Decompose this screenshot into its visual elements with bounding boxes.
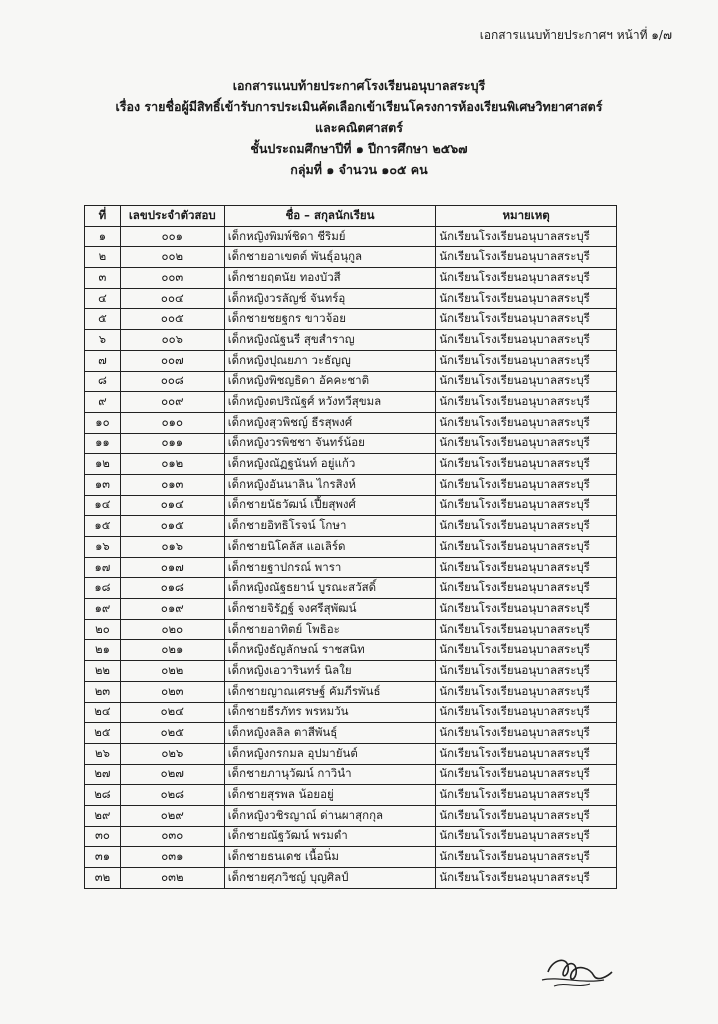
exam-id: ๐๑๑ <box>120 433 224 454</box>
table-row <box>85 309 617 330</box>
table-row <box>85 495 617 516</box>
student-roster-table <box>84 205 617 889</box>
exam-id: ๐๓๒ <box>120 868 224 889</box>
row-number: ๒๒ <box>85 661 121 682</box>
exam-id: ๐๐๗ <box>120 350 224 371</box>
row-number: ๒๓ <box>85 681 121 702</box>
exam-id: ๐๐๒ <box>120 247 224 268</box>
remark: นักเรียนโรงเรียนอนุบาลสระบุรี <box>436 619 617 640</box>
col-header-exam-id: เลขประจำตัวสอบ <box>120 206 224 227</box>
remark: นักเรียนโรงเรียนอนุบาลสระบุรี <box>436 868 617 889</box>
row-number: ๑๖ <box>85 537 121 558</box>
remark: นักเรียนโรงเรียนอนุบาลสระบุรี <box>436 412 617 433</box>
table-row <box>85 433 617 454</box>
exam-id: ๐๒๗ <box>120 764 224 785</box>
table-row <box>85 330 617 351</box>
table-row <box>85 537 617 558</box>
student-name: เด็กหญิงวรพิชชา จันทร์น้อย <box>224 433 435 454</box>
table-header-row <box>85 206 617 227</box>
student-name: เด็กชายภานุวัฒน์ กาวินำ <box>224 764 435 785</box>
header-line-3: และคณิตศาสตร์ <box>315 120 403 135</box>
row-number: ๖ <box>85 330 121 351</box>
table-row <box>85 350 617 371</box>
row-number: ๑๕ <box>85 516 121 537</box>
row-number: ๑๘ <box>85 578 121 599</box>
header-line-4: ชั้นประถมศึกษาปีที่ ๑ ปีการศึกษา ๒๕๖๗ <box>250 141 468 156</box>
exam-id: ๐๐๙ <box>120 392 224 413</box>
remark: นักเรียนโรงเรียนอนุบาลสระบุรี <box>436 805 617 826</box>
exam-id: ๐๒๑ <box>120 640 224 661</box>
row-number: ๙ <box>85 392 121 413</box>
row-number: ๒๑ <box>85 640 121 661</box>
row-number: ๓๒ <box>85 868 121 889</box>
remark: นักเรียนโรงเรียนอนุบาลสระบุรี <box>436 350 617 371</box>
row-number: ๒๕ <box>85 723 121 744</box>
header-line-1: เอกสารแนบท้ายประกาศโรงเรียนอนุบาลสระบุรี <box>232 78 486 93</box>
table-row <box>85 454 617 475</box>
table-row <box>85 226 617 247</box>
exam-id: ๐๐๔ <box>120 288 224 309</box>
student-name: เด็กหญิงกรกมล อุปมายันต์ <box>224 743 435 764</box>
remark: นักเรียนโรงเรียนอนุบาลสระบุรี <box>436 495 617 516</box>
row-number: ๒ <box>85 247 121 268</box>
student-name: เด็กหญิงเอวารินทร์ นิลใย <box>224 661 435 682</box>
exam-id: ๐๐๖ <box>120 330 224 351</box>
table-row <box>85 681 617 702</box>
row-number: ๒๗ <box>85 764 121 785</box>
student-name: เด็กหญิงอันนาลิน ไกรสิงห์ <box>224 474 435 495</box>
remark: นักเรียนโรงเรียนอนุบาลสระบุรี <box>436 702 617 723</box>
row-number: ๑๓ <box>85 474 121 495</box>
student-name: เด็กชายอาเขตต์ พันธุ์อนุกูล <box>224 247 435 268</box>
exam-id: ๐๒๓ <box>120 681 224 702</box>
remark: นักเรียนโรงเรียนอนุบาลสระบุรี <box>436 247 617 268</box>
table-row <box>85 805 617 826</box>
remark: นักเรียนโรงเรียนอนุบาลสระบุรี <box>436 557 617 578</box>
student-name: เด็กหญิงณัฐนรี สุขสำราญ <box>224 330 435 351</box>
exam-id: ๐๐๓ <box>120 268 224 289</box>
student-name: เด็กหญิงณัฐธยาน์ บูรณะสวัสดิ์ <box>224 578 435 599</box>
student-name: เด็กชายฐาปกรณ์ พารา <box>224 557 435 578</box>
signature <box>538 946 618 994</box>
remark: นักเรียนโรงเรียนอนุบาลสระบุรี <box>436 578 617 599</box>
remark: นักเรียนโรงเรียนอนุบาลสระบุรี <box>436 661 617 682</box>
row-number: ๔ <box>85 288 121 309</box>
student-name: เด็กหญิงณัฏฐนันท์ อยู่แก้ว <box>224 454 435 475</box>
exam-id: ๐๑๖ <box>120 537 224 558</box>
table-row <box>85 847 617 868</box>
row-number: ๑๙ <box>85 599 121 620</box>
exam-id: ๐๒๘ <box>120 785 224 806</box>
student-name: เด็กหญิงวชิรญาณ์ ด่านผาสุกกุล <box>224 805 435 826</box>
row-number: ๑๒ <box>85 454 121 475</box>
exam-id: ๐๒๙ <box>120 805 224 826</box>
table-row <box>85 474 617 495</box>
row-number: ๒๐ <box>85 619 121 640</box>
student-name: เด็กหญิงพิมพ์ชิดา ชีริมย์ <box>224 226 435 247</box>
student-name: เด็กชายฤตนัย ทองบัวสี <box>224 268 435 289</box>
exam-id: ๐๑๐ <box>120 412 224 433</box>
exam-id: ๐๒๕ <box>120 723 224 744</box>
row-number: ๓๑ <box>85 847 121 868</box>
remark: นักเรียนโรงเรียนอนุบาลสระบุรี <box>436 847 617 868</box>
exam-id: ๐๐๕ <box>120 309 224 330</box>
remark: นักเรียนโรงเรียนอนุบาลสระบุรี <box>436 371 617 392</box>
remark: นักเรียนโรงเรียนอนุบาลสระบุรี <box>436 764 617 785</box>
row-number: ๓ <box>85 268 121 289</box>
remark: นักเรียนโรงเรียนอนุบาลสระบุรี <box>436 681 617 702</box>
table-row <box>85 661 617 682</box>
remark: นักเรียนโรงเรียนอนุบาลสระบุรี <box>436 392 617 413</box>
exam-id: ๐๐๑ <box>120 226 224 247</box>
student-name: เด็กหญิงตปริณัฐศ์ หวังทวีสุขมล <box>224 392 435 413</box>
table-row <box>85 557 617 578</box>
page-reference: เอกสารแนบท้ายประกาศฯ หน้าที่ ๑/๗ <box>479 28 672 42</box>
remark: นักเรียนโรงเรียนอนุบาลสระบุรี <box>436 640 617 661</box>
student-name: เด็กหญิงธัญลักษณ์ ราชสนิท <box>224 640 435 661</box>
remark: นักเรียนโรงเรียนอนุบาลสระบุรี <box>436 226 617 247</box>
row-number: ๗ <box>85 350 121 371</box>
student-name: เด็กชายนิโคลัส แอเลิร์ด <box>224 537 435 558</box>
table-row <box>85 785 617 806</box>
table-row <box>85 599 617 620</box>
student-name: เด็กชายชยฐกร ขาวจ้อย <box>224 309 435 330</box>
student-name: เด็กหญิงลลิล ตาสีพันธุ์ <box>224 723 435 744</box>
col-header-student-name: ชื่อ – สกุลนักเรียน <box>224 206 435 227</box>
exam-id: ๐๐๘ <box>120 371 224 392</box>
student-name: เด็กชายธีรภัทร พรหมวัน <box>224 702 435 723</box>
exam-id: ๐๒๔ <box>120 702 224 723</box>
student-name: เด็กหญิงวรลัญช์ จันทร์อุ <box>224 288 435 309</box>
row-number: ๒๖ <box>85 743 121 764</box>
exam-id: ๐๑๓ <box>120 474 224 495</box>
exam-id: ๐๒๒ <box>120 661 224 682</box>
remark: นักเรียนโรงเรียนอนุบาลสระบุรี <box>436 268 617 289</box>
exam-id: ๐๒๖ <box>120 743 224 764</box>
table-row <box>85 619 617 640</box>
row-number: ๒๔ <box>85 702 121 723</box>
remark: นักเรียนโรงเรียนอนุบาลสระบุรี <box>436 454 617 475</box>
remark: นักเรียนโรงเรียนอนุบาลสระบุรี <box>436 785 617 806</box>
remark: นักเรียนโรงเรียนอนุบาลสระบุรี <box>436 516 617 537</box>
table-body <box>85 226 617 888</box>
exam-id: ๐๑๕ <box>120 516 224 537</box>
row-number: ๕ <box>85 309 121 330</box>
row-number: ๑๑ <box>85 433 121 454</box>
table-row <box>85 371 617 392</box>
exam-id: ๐๓๐ <box>120 826 224 847</box>
exam-id: ๐๑๔ <box>120 495 224 516</box>
remark: นักเรียนโรงเรียนอนุบาลสระบุรี <box>436 723 617 744</box>
col-header-no: ที่ <box>85 206 121 227</box>
exam-id: ๐๑๒ <box>120 454 224 475</box>
header-line-5: กลุ่มที่ ๑ จำนวน ๑๐๕ คน <box>290 162 428 177</box>
table-row <box>85 516 617 537</box>
student-name: เด็กชายณัฐวัฒน์ พรมดำ <box>224 826 435 847</box>
student-name: เด็กหญิงปุณยภา วะธัญญู <box>224 350 435 371</box>
row-number: ๓๐ <box>85 826 121 847</box>
student-name: เด็กหญิงสุวพิชญ์ ธีรสุพงศ์ <box>224 412 435 433</box>
remark: นักเรียนโรงเรียนอนุบาลสระบุรี <box>436 288 617 309</box>
table-row <box>85 412 617 433</box>
table-row <box>85 743 617 764</box>
exam-id: ๐๑๙ <box>120 599 224 620</box>
student-name: เด็กชายศุภวิชญ์ บุญศิลป์ <box>224 868 435 889</box>
table-row <box>85 392 617 413</box>
table-row <box>85 764 617 785</box>
table-row <box>85 702 617 723</box>
student-name: เด็กชายจิรัฏฐ์ จงศรีสุพัฒน์ <box>224 599 435 620</box>
document-header <box>0 75 718 180</box>
remark: นักเรียนโรงเรียนอนุบาลสระบุรี <box>436 330 617 351</box>
table-row <box>85 723 617 744</box>
student-name: เด็กชายนัธวัฒน์ เปี้ยสุพงศ์ <box>224 495 435 516</box>
header-line-2: เรื่อง รายชื่อผู้มีสิทธิ์เข้ารับการประเมินคัดเลือกเข้าเรียนโครงการห้องเรียนพิเศษวิทยาศาสตร์ <box>115 99 603 114</box>
col-header-remark: หมายเหตุ <box>436 206 617 227</box>
exam-id: ๐๓๑ <box>120 847 224 868</box>
table-row <box>85 826 617 847</box>
remark: นักเรียนโรงเรียนอนุบาลสระบุรี <box>436 474 617 495</box>
row-number: ๑๔ <box>85 495 121 516</box>
student-name: เด็กชายสุรพล น้อยอยู่ <box>224 785 435 806</box>
table-row <box>85 288 617 309</box>
student-name: เด็กหญิงพิชญธิดา อัคคะชาติ <box>224 371 435 392</box>
remark: นักเรียนโรงเรียนอนุบาลสระบุรี <box>436 433 617 454</box>
remark: นักเรียนโรงเรียนอนุบาลสระบุรี <box>436 537 617 558</box>
table-row <box>85 868 617 889</box>
row-number: ๑ <box>85 226 121 247</box>
exam-id: ๐๑๘ <box>120 578 224 599</box>
table-row <box>85 578 617 599</box>
table-row <box>85 640 617 661</box>
remark: นักเรียนโรงเรียนอนุบาลสระบุรี <box>436 599 617 620</box>
row-number: ๒๘ <box>85 785 121 806</box>
remark: นักเรียนโรงเรียนอนุบาลสระบุรี <box>436 826 617 847</box>
student-name: เด็กชายญาณเศรษฐ์ คัมภีรพันธ์ <box>224 681 435 702</box>
row-number: ๑๗ <box>85 557 121 578</box>
remark: นักเรียนโรงเรียนอนุบาลสระบุรี <box>436 309 617 330</box>
student-name: เด็กชายอิทธิโรจน์ โกษา <box>224 516 435 537</box>
row-number: ๒๙ <box>85 805 121 826</box>
table-row <box>85 247 617 268</box>
student-name: เด็กชายธนเดช เนื้อนิ่ม <box>224 847 435 868</box>
student-name: เด็กชายอาทิตย์ โพธิอะ <box>224 619 435 640</box>
row-number: ๘ <box>85 371 121 392</box>
table-row <box>85 268 617 289</box>
exam-id: ๐๒๐ <box>120 619 224 640</box>
exam-id: ๐๑๗ <box>120 557 224 578</box>
remark: นักเรียนโรงเรียนอนุบาลสระบุรี <box>436 743 617 764</box>
row-number: ๑๐ <box>85 412 121 433</box>
